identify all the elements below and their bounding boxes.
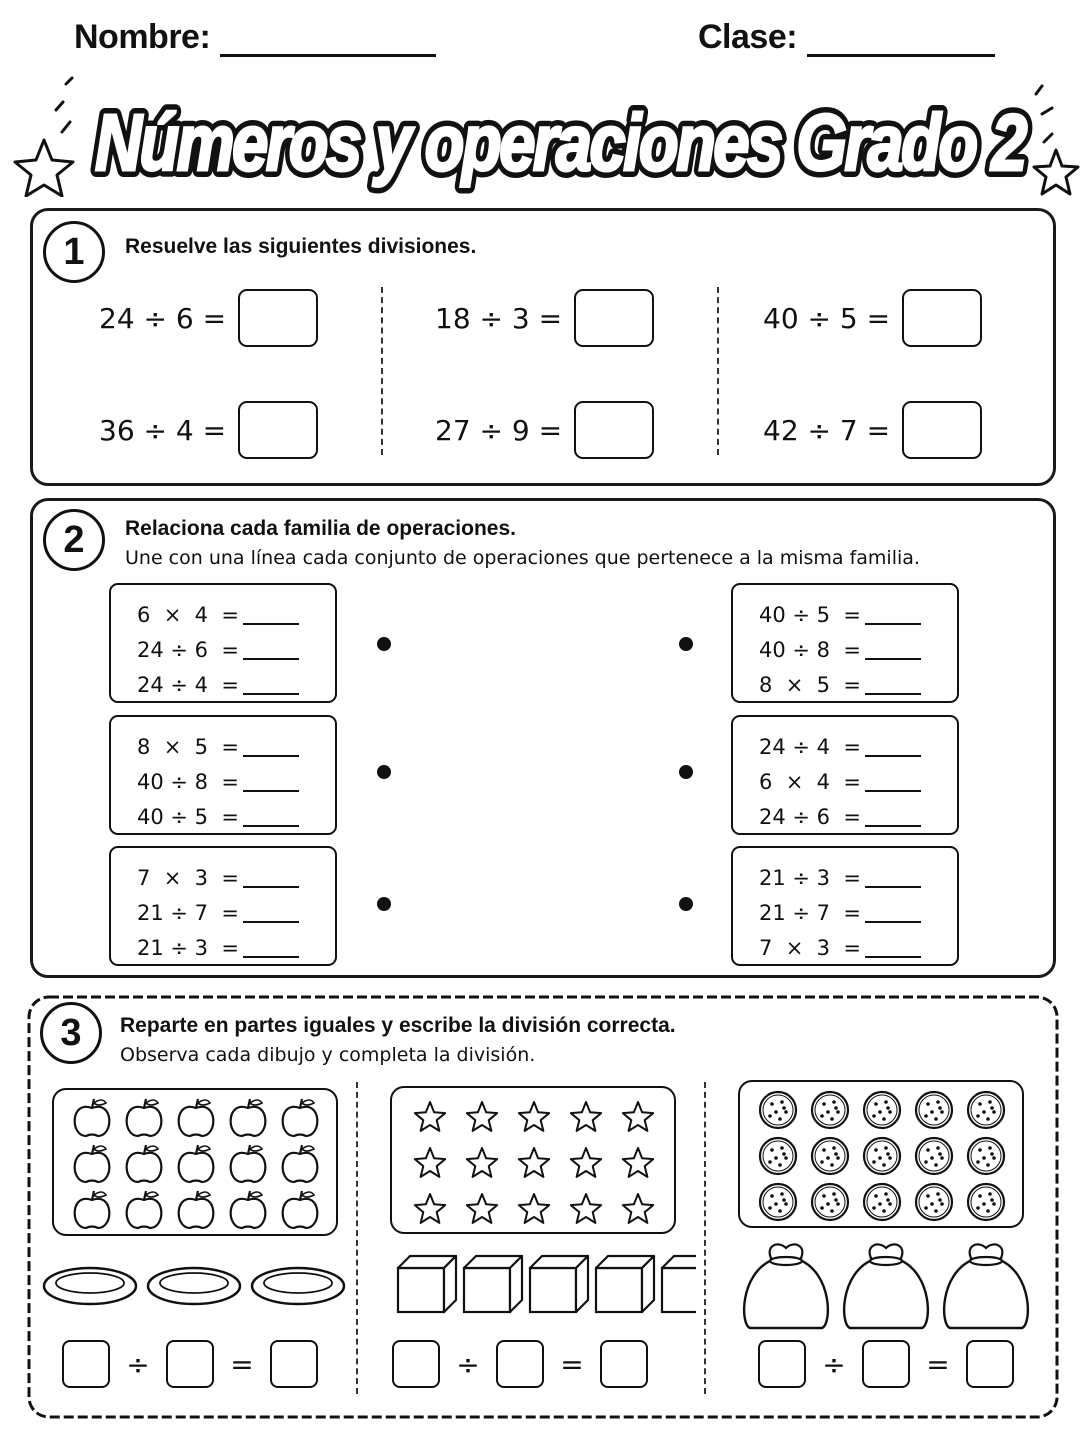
family-row bbox=[759, 930, 957, 965]
operation-text: 6 × 4 = bbox=[137, 602, 239, 627]
family-card-right[interactable] bbox=[731, 583, 959, 703]
boxes-row bbox=[366, 1252, 696, 1318]
division-problem bbox=[435, 401, 654, 459]
answer-box[interactable] bbox=[238, 289, 318, 347]
operation-text: 21 ÷ 7 = bbox=[137, 900, 239, 925]
plates-row bbox=[40, 1262, 350, 1322]
operation-text: 24 ÷ 4 = bbox=[759, 734, 861, 759]
cookie-icon bbox=[812, 1184, 848, 1220]
problem-text: 42 ÷ 7 = bbox=[763, 413, 891, 447]
cookie-icon bbox=[968, 1092, 1004, 1128]
apple-icon bbox=[231, 1191, 266, 1228]
star-icon bbox=[467, 1194, 497, 1223]
section-divisions bbox=[30, 208, 1056, 486]
equals-symbol: = bbox=[230, 1347, 254, 1381]
answer-blank[interactable] bbox=[243, 737, 299, 757]
family-row bbox=[759, 764, 957, 799]
answer-box[interactable] bbox=[574, 289, 654, 347]
family-row bbox=[137, 799, 335, 834]
apple-icon bbox=[231, 1099, 266, 1136]
cookie-icon bbox=[760, 1138, 796, 1174]
answer-box[interactable] bbox=[902, 401, 982, 459]
apple-icon bbox=[75, 1099, 110, 1136]
section-subtitle: Observa cada dibujo y completa la división. bbox=[120, 1044, 536, 1066]
star-icon bbox=[415, 1148, 445, 1177]
family-row bbox=[137, 860, 335, 895]
divisor-box[interactable] bbox=[496, 1340, 544, 1388]
star-icon bbox=[519, 1148, 549, 1177]
star-icon bbox=[467, 1148, 497, 1177]
operation-text: 40 ÷ 5 = bbox=[759, 602, 861, 627]
box-icon bbox=[398, 1256, 456, 1312]
star-icon bbox=[519, 1194, 549, 1223]
apple-icon bbox=[75, 1145, 110, 1182]
dividend-box[interactable] bbox=[758, 1340, 806, 1388]
match-dot-right[interactable] bbox=[679, 765, 693, 779]
answer-blank[interactable] bbox=[865, 772, 921, 792]
apple-icon bbox=[179, 1099, 214, 1136]
section-sharing bbox=[30, 994, 1056, 1420]
operation-text: 24 ÷ 6 = bbox=[137, 637, 239, 662]
star-icon bbox=[571, 1102, 601, 1131]
section-number: 1 bbox=[43, 221, 105, 283]
answer-blank[interactable] bbox=[243, 640, 299, 660]
answer-blank[interactable] bbox=[243, 938, 299, 958]
division-equation bbox=[392, 1340, 648, 1388]
cookie-icon bbox=[968, 1184, 1004, 1220]
match-dot-left[interactable] bbox=[377, 897, 391, 911]
page-title-outline: Números y operaciones Grado 2 bbox=[95, 98, 1028, 187]
division-problem bbox=[763, 289, 982, 347]
divide-symbol: ÷ bbox=[822, 1347, 846, 1381]
star-icon bbox=[415, 1102, 445, 1131]
family-card-left[interactable] bbox=[109, 846, 337, 966]
answer-box[interactable] bbox=[574, 401, 654, 459]
answer-blank[interactable] bbox=[865, 605, 921, 625]
match-dot-right[interactable] bbox=[679, 637, 693, 651]
box-icon bbox=[596, 1256, 654, 1312]
answer-blank[interactable] bbox=[243, 605, 299, 625]
cookie-icon bbox=[916, 1184, 952, 1220]
star-icon bbox=[519, 1102, 549, 1131]
section-title: Reparte en partes iguales y escribe la división correcta. bbox=[120, 1014, 676, 1037]
operation-text: 21 ÷ 7 = bbox=[759, 900, 861, 925]
operation-text: 7 × 3 = bbox=[137, 865, 239, 890]
problem-text: 18 ÷ 3 = bbox=[435, 301, 563, 335]
column-divider bbox=[717, 287, 719, 455]
match-dot-left[interactable] bbox=[377, 637, 391, 651]
answer-blank[interactable] bbox=[865, 675, 921, 695]
name-field bbox=[74, 18, 436, 57]
answer-box[interactable] bbox=[238, 401, 318, 459]
family-row bbox=[137, 895, 335, 930]
star-icon bbox=[623, 1148, 653, 1177]
class-blank[interactable] bbox=[807, 27, 995, 57]
box-icon bbox=[464, 1256, 522, 1312]
family-row bbox=[759, 799, 957, 834]
operation-text: 8 × 5 = bbox=[137, 734, 239, 759]
cookie-icon bbox=[864, 1138, 900, 1174]
answer-blank[interactable] bbox=[865, 807, 921, 827]
match-dot-right[interactable] bbox=[679, 897, 693, 911]
cookie-icon bbox=[760, 1092, 796, 1128]
apple-icon bbox=[283, 1191, 318, 1228]
family-row bbox=[759, 667, 957, 702]
left-star-icon bbox=[15, 78, 73, 196]
apple-tray bbox=[52, 1088, 338, 1236]
apple-icon bbox=[179, 1145, 214, 1182]
column-divider bbox=[356, 1082, 358, 1394]
answer-blank[interactable] bbox=[243, 772, 299, 792]
apple-icon bbox=[283, 1145, 318, 1182]
star-icon bbox=[571, 1148, 601, 1177]
apple-icon bbox=[127, 1099, 162, 1136]
star-tray bbox=[390, 1086, 676, 1234]
family-row bbox=[137, 930, 335, 965]
quotient-box[interactable] bbox=[270, 1340, 318, 1388]
stars-grid bbox=[392, 1088, 678, 1236]
equals-symbol: = bbox=[926, 1347, 950, 1381]
family-row bbox=[137, 667, 335, 702]
answer-blank[interactable] bbox=[865, 903, 921, 923]
family-row bbox=[759, 632, 957, 667]
section-number: 3 bbox=[40, 1002, 102, 1064]
problem-text: 36 ÷ 4 = bbox=[99, 413, 227, 447]
star-icon bbox=[415, 1194, 445, 1223]
plate-icon bbox=[252, 1268, 344, 1304]
cookie-icon bbox=[968, 1138, 1004, 1174]
plate-icon bbox=[148, 1268, 240, 1304]
match-dot-left[interactable] bbox=[377, 765, 391, 779]
division-problem bbox=[99, 401, 318, 459]
cookie-icon bbox=[812, 1092, 848, 1128]
operation-text: 40 ÷ 8 = bbox=[759, 637, 861, 662]
divide-symbol: ÷ bbox=[456, 1347, 480, 1381]
family-card-left[interactable] bbox=[109, 583, 337, 703]
operation-text: 40 ÷ 5 = bbox=[137, 804, 239, 829]
star-icon bbox=[571, 1194, 601, 1223]
cookie-icon bbox=[864, 1092, 900, 1128]
cookie-icon bbox=[916, 1092, 952, 1128]
quotient-box[interactable] bbox=[600, 1340, 648, 1388]
operation-text: 40 ÷ 8 = bbox=[137, 769, 239, 794]
star-icon bbox=[623, 1102, 653, 1131]
apples-grid bbox=[54, 1090, 340, 1238]
section-families bbox=[30, 498, 1056, 978]
divide-symbol: ÷ bbox=[126, 1347, 150, 1381]
apple-icon bbox=[179, 1191, 214, 1228]
answer-blank[interactable] bbox=[865, 737, 921, 757]
title-banner bbox=[0, 72, 1086, 197]
operation-text: 6 × 4 = bbox=[759, 769, 861, 794]
divisor-box[interactable] bbox=[166, 1340, 214, 1388]
family-row bbox=[137, 729, 335, 764]
bag-icon bbox=[944, 1244, 1028, 1328]
name-label: Nombre: bbox=[74, 18, 211, 56]
divisor-box[interactable] bbox=[862, 1340, 910, 1388]
family-row bbox=[137, 632, 335, 667]
name-blank[interactable] bbox=[220, 27, 436, 57]
operation-text: 8 × 5 = bbox=[759, 672, 861, 697]
quotient-box[interactable] bbox=[966, 1340, 1014, 1388]
division-equation bbox=[62, 1340, 318, 1388]
operation-text: 21 ÷ 3 = bbox=[137, 935, 239, 960]
apple-icon bbox=[127, 1191, 162, 1228]
page-title: Números y operaciones Grado 2 bbox=[95, 98, 1028, 187]
star-icon bbox=[467, 1102, 497, 1131]
operation-text: 24 ÷ 4 = bbox=[137, 672, 239, 697]
family-row bbox=[759, 860, 957, 895]
section-title: Resuelve las siguientes divisiones. bbox=[125, 235, 477, 258]
cookie-tray bbox=[738, 1080, 1024, 1228]
equals-symbol: = bbox=[560, 1347, 584, 1381]
section-number: 2 bbox=[43, 509, 105, 571]
answer-blank[interactable] bbox=[243, 675, 299, 695]
cookies-grid bbox=[740, 1082, 1026, 1230]
box-icon bbox=[530, 1256, 588, 1312]
problem-text: 40 ÷ 5 = bbox=[763, 301, 891, 335]
answer-blank[interactable] bbox=[865, 938, 921, 958]
operation-text: 7 × 3 = bbox=[759, 935, 861, 960]
section-title: Relaciona cada familia de operaciones. bbox=[125, 517, 516, 540]
apple-icon bbox=[231, 1145, 266, 1182]
box-icon bbox=[662, 1256, 696, 1312]
answer-box[interactable] bbox=[902, 289, 982, 347]
operation-text: 24 ÷ 6 = bbox=[759, 804, 861, 829]
dividend-box[interactable] bbox=[392, 1340, 440, 1388]
family-row bbox=[759, 597, 957, 632]
family-row bbox=[137, 764, 335, 799]
division-problem bbox=[99, 289, 318, 347]
apple-icon bbox=[75, 1191, 110, 1228]
plate-icon bbox=[44, 1268, 136, 1304]
star-icon bbox=[623, 1194, 653, 1223]
answer-blank[interactable] bbox=[865, 640, 921, 660]
cookie-icon bbox=[760, 1184, 796, 1220]
division-problem bbox=[435, 289, 654, 347]
family-row bbox=[759, 729, 957, 764]
section-subtitle: Une con una línea cada conjunto de operaciones que pertenece a la misma familia. bbox=[125, 547, 920, 569]
class-field bbox=[698, 18, 995, 57]
problem-text: 24 ÷ 6 = bbox=[99, 301, 227, 335]
division-problem bbox=[763, 401, 982, 459]
class-label: Clase: bbox=[698, 18, 798, 56]
cookie-icon bbox=[812, 1138, 848, 1174]
cookie-icon bbox=[916, 1138, 952, 1174]
answer-blank[interactable] bbox=[865, 868, 921, 888]
answer-blank[interactable] bbox=[243, 807, 299, 827]
answer-blank[interactable] bbox=[243, 868, 299, 888]
family-row bbox=[137, 597, 335, 632]
cookie-icon bbox=[864, 1184, 900, 1220]
division-equation bbox=[758, 1340, 1014, 1388]
family-card-left[interactable] bbox=[109, 715, 337, 835]
bag-icon bbox=[744, 1244, 828, 1328]
family-row bbox=[759, 895, 957, 930]
dividend-box[interactable] bbox=[62, 1340, 110, 1388]
apple-icon bbox=[283, 1099, 318, 1136]
right-star-icon bbox=[1034, 86, 1078, 194]
bags-row bbox=[738, 1234, 1038, 1330]
bag-icon bbox=[844, 1244, 928, 1328]
operation-text: 21 ÷ 3 = bbox=[759, 865, 861, 890]
answer-blank[interactable] bbox=[243, 903, 299, 923]
family-card-right[interactable] bbox=[731, 715, 959, 835]
problem-text: 27 ÷ 9 = bbox=[435, 413, 563, 447]
family-card-right[interactable] bbox=[731, 846, 959, 966]
apple-icon bbox=[127, 1145, 162, 1182]
column-divider bbox=[381, 287, 383, 455]
column-divider bbox=[704, 1082, 706, 1394]
